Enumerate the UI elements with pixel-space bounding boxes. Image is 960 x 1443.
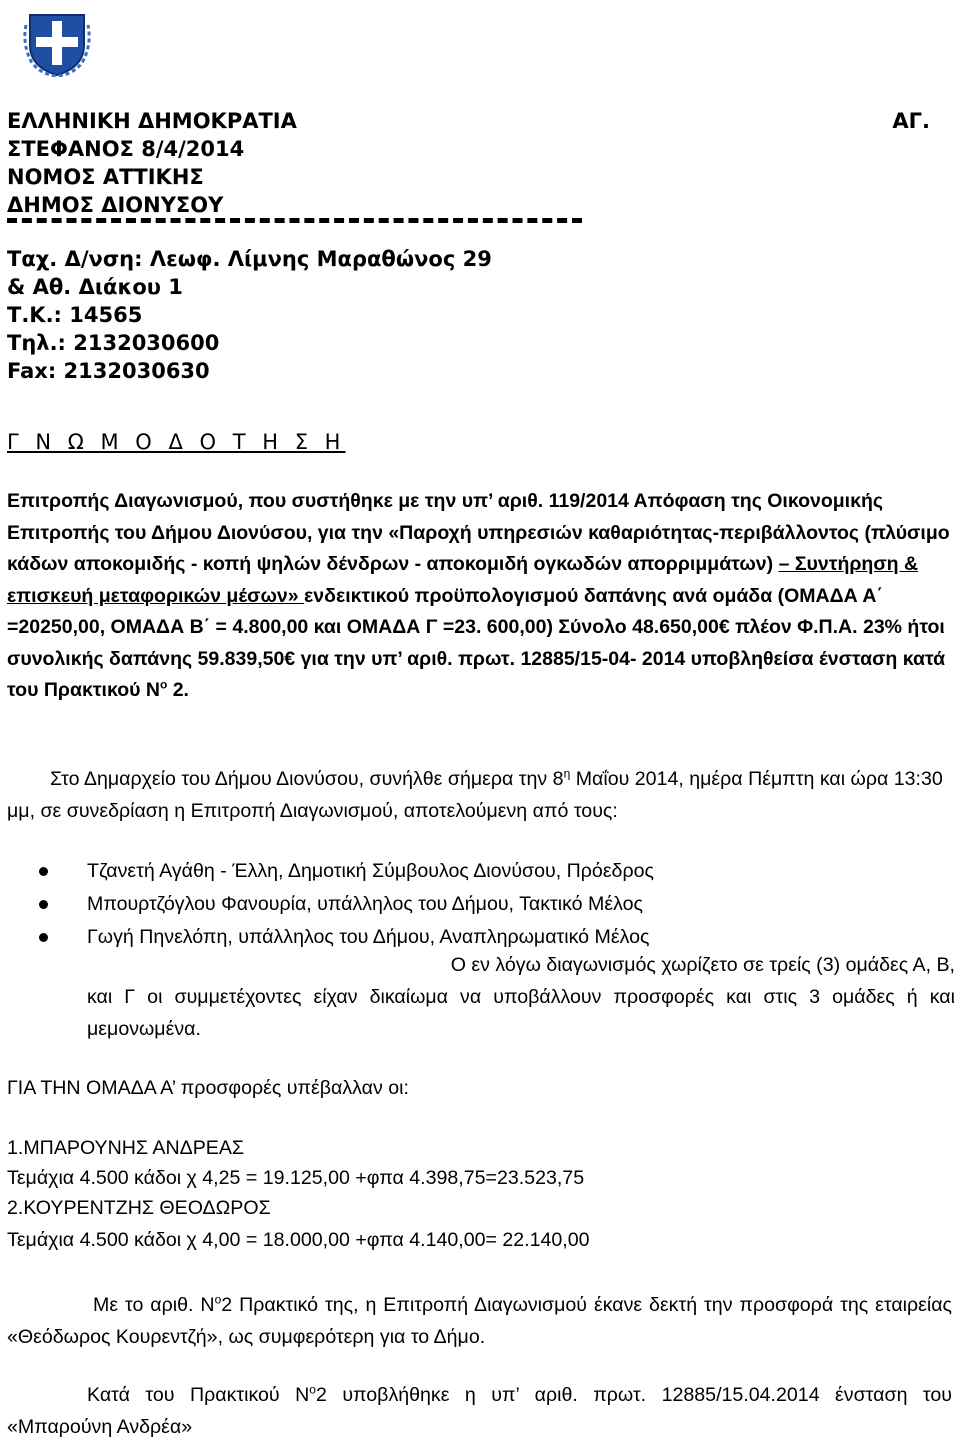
header-address-line1: Ταχ. Δ/νση: Λεωφ. Λίμνης Μαραθώνος 29: [7, 247, 492, 271]
member-name: Τζανετή Αγάθη - Έλλη, Δημοτική Σύμβουλος Διονύσου, Πρόεδρος: [87, 860, 654, 882]
meeting-part2: Μαΐου 2014, ημέρα Πέμπτη και ώρα 13:30 μμ, σε συνεδρίαση η Επιτροπή Διαγωνισμού, αποτελούμενη από τους:: [7, 768, 943, 822]
member-name: Μπουρτζόγλου Φανουρία, υπάλληλος του Δήμου, Τακτικό Μέλος: [87, 893, 643, 915]
award-part1: Με το αριθ. Ν: [93, 1294, 215, 1316]
header-divider: [7, 218, 582, 228]
meeting-sup: η: [563, 766, 571, 781]
header-address-line2: & Αθ. Διάκου 1: [7, 275, 183, 299]
header-date-line: ΣΤΕΦΑΝΟΣ 8/4/2014: [7, 137, 245, 161]
document-title: Γ Ν Ω Μ Ο Δ Ο Τ Η Σ Η: [7, 430, 346, 454]
committee-members-list: [7, 855, 654, 954]
subject-paragraph: [7, 486, 952, 707]
header-fax: Fax: 2132030630: [7, 359, 210, 383]
offer-2-detail: Τεμάχια 4.500 κάδοι χ 4,00 = 18.000,00 +φπα 4.140,00= 22.140,00: [7, 1229, 590, 1251]
objection-part1: Κατά του Πρακτικού Ν: [87, 1384, 310, 1406]
header-prefecture: ΝΟΜΟΣ ΑΤΤΙΚΗΣ: [7, 165, 204, 189]
bullet-icon: [39, 933, 48, 942]
subject-underlined: – Συντήρηση & επισκευή μεταφορικών μέσων»: [7, 553, 919, 607]
header-postal-code: Τ.Κ.: 14565: [7, 303, 143, 327]
objection-sup: ο: [309, 1382, 316, 1397]
meeting-paragraph: [7, 764, 952, 827]
group-a-heading: ΓΙΑ ΤΗΝ ΟΜΑΔΑ Α’ προσφορές υπέβαλλαν οι:: [7, 1077, 409, 1099]
list-item: [7, 855, 654, 888]
header-municipality: ΔΗΜΟΣ ΔΙΟΝΥΣΟΥ: [7, 193, 224, 217]
subject-part1: Επιτροπής Διαγωνισμού, που συστήθηκε με την υπ’ αριθ. 119/2014 Απόφαση της Οικονομικής Επιτροπής του Δήμου Διονύσου, για την «Παροχή υπηρεσιών καθαριότητας-περιβάλλοντος (πλύσιμο κάδων αποκομιδής - κοπή ψηλών δένδρων - αποκομιδή ογκωδών απορριμμάτων): [7, 490, 950, 575]
objection-paragraph: [7, 1380, 952, 1443]
meeting-part1: Στο Δημαρχείο του Δήμου Διονύσου, συνήλθε σήμερα την 8: [50, 768, 564, 790]
groups-rest: και Γ οι συμμετέχοντες είχαν δικαίωμα να υποβάλλουν προσφορές και στις 3 ομάδες ή και μεμονωμένα.: [87, 986, 955, 1040]
bullet-icon: [39, 867, 48, 876]
award-part2: 2 Πρακτικό της, η Επιτροπή Διαγωνισμού έκανε δεκτή την προσφορά της εταιρείας «Θεόδωρος Κουρεντζή», ως συμφερότερη για το Δήμο.: [7, 1294, 952, 1348]
subject-part2: ενδεικτικού προϋπολογισμού δαπάνης ανά ομάδα (ΟΜΑΔΑ Α΄ =20250,00, ΟΜΑΔΑ Β΄ = 4.800,00 και ΟΜΑΔΑ Γ =23. 600,00) Σύνολο 48.650,00€ πλέον Φ.Π.Α. 23% ήτοι συνολικής δαπάνης 59.839,50€ για την υπ’ αριθ. πρωτ. 12885/15-04- 2014 υποβληθείσα ένσταση κατά του Πρακτικού Ν: [7, 584, 946, 701]
header-phone: Τηλ.: 2132030600: [7, 331, 220, 355]
bullet-icon: [39, 900, 48, 909]
offer-1-name: 1.ΜΠΑΡΟΥΝΗΣ ΑΝΔΡΕΑΣ: [7, 1137, 245, 1159]
award-paragraph: [7, 1290, 952, 1353]
award-sup: ο: [214, 1292, 222, 1307]
member-name: Γωγή Πηνελόπη, υπάλληλος του Δήμου, Αναπληρωματικό Μέλος: [87, 926, 650, 948]
list-item: [7, 888, 654, 921]
offer-1-detail: Τεμάχια 4.500 κάδοι χ 4,25 = 19.125,00 +φπα 4.398,75=23.523,75: [7, 1167, 585, 1189]
subject-sup: ο: [159, 677, 168, 692]
subject-part3: 2.: [167, 679, 189, 701]
offer-2-name: 2.ΚΟΥΡΕΝΤΖΗΣ ΘΕΟΔΩΡΟΣ: [7, 1197, 271, 1219]
greek-coat-of-arms-icon: [22, 5, 92, 77]
groups-line1: Ο εν λόγω διαγωνισμός χωρίζετο σε τρείς (3) ομάδες Α, Β,: [450, 954, 955, 976]
header-date-prefix: ΑΓ.: [892, 109, 930, 133]
header-country: ΕΛΛΗΝΙΚΗ ΔΗΜΟΚΡΑΤΙΑ: [7, 109, 297, 133]
objection-part2: 2 υποβλήθηκε η υπ’ αριθ. πρωτ. 12885/15.04.2014 ένσταση του «Μπαρούνη Ανδρέα»: [7, 1384, 953, 1438]
